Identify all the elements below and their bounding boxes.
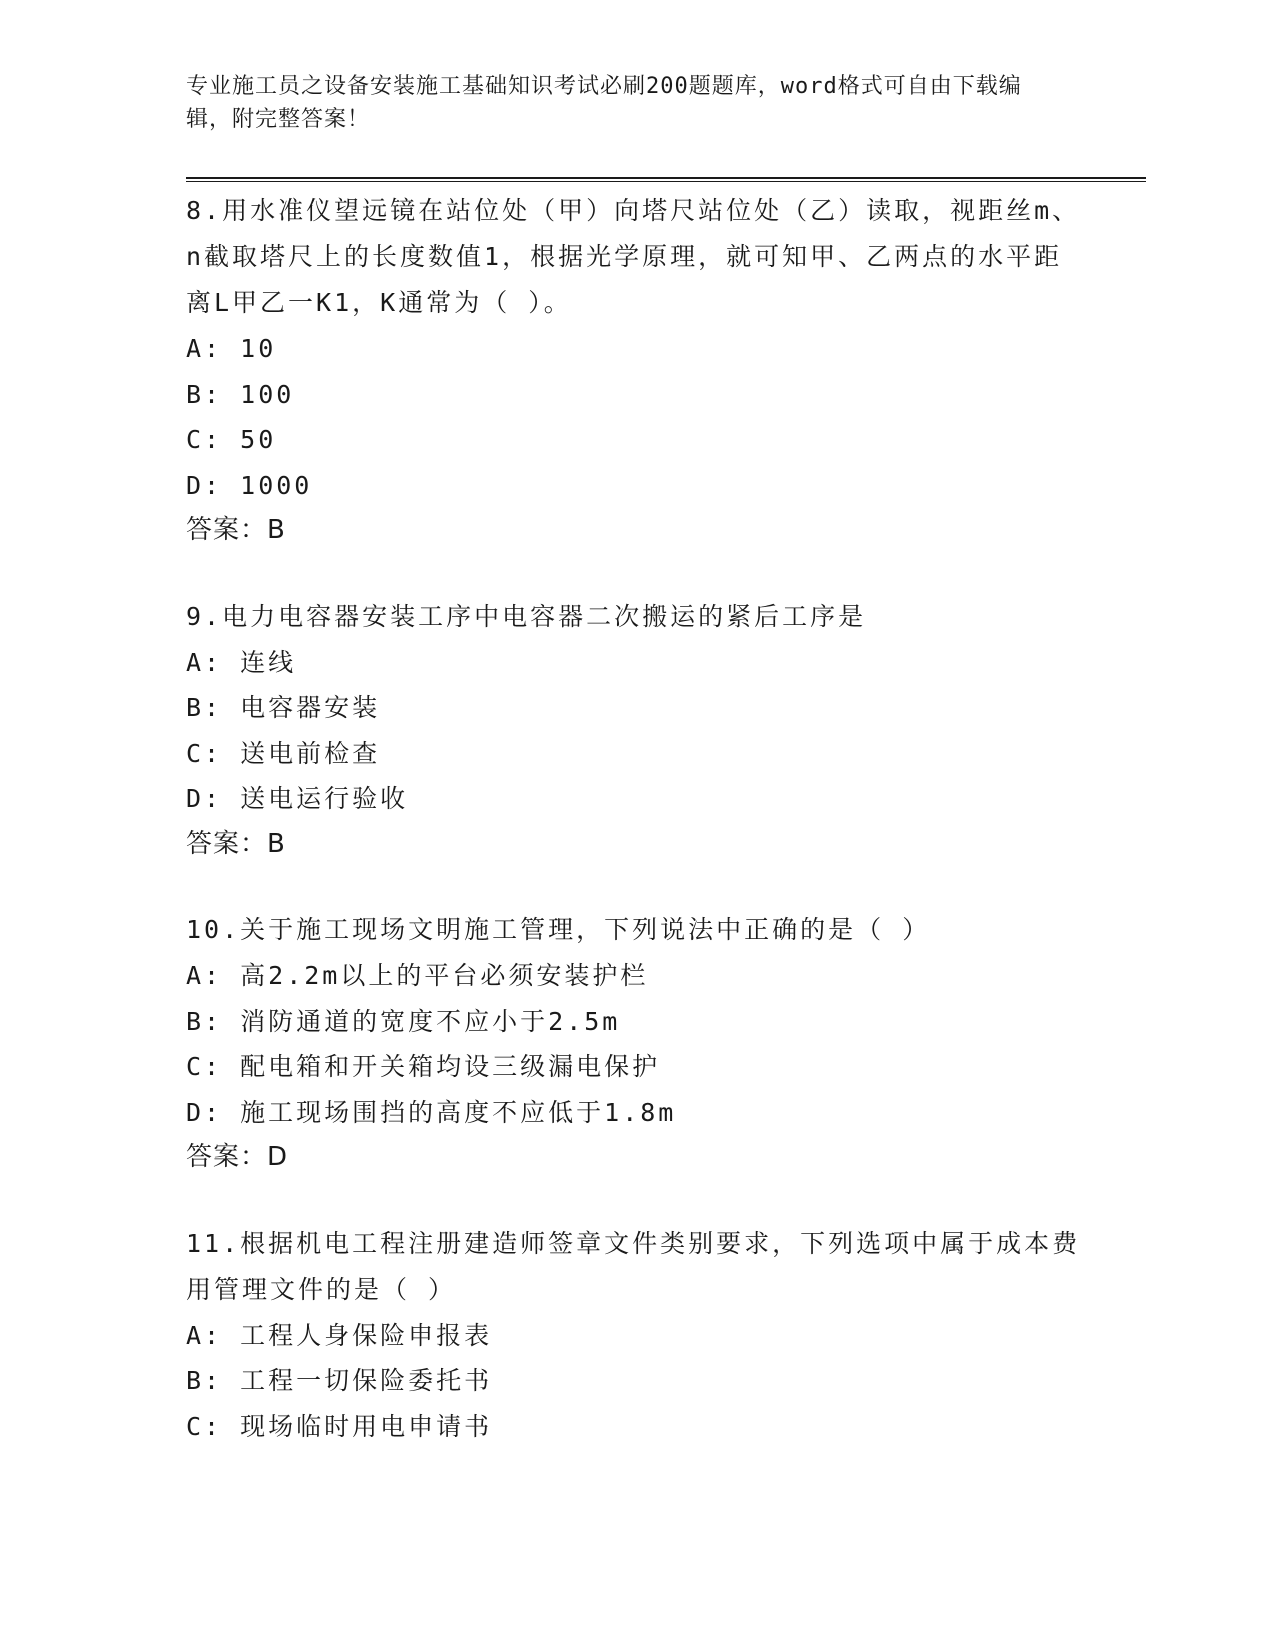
question-11 [186,1221,1086,1450]
answer-label: 答案：B [186,515,286,545]
question-stem: 11.根据机电工程注册建造师签章文件类别要求，下列选项中属于成本费用管理文件的是（ ） [186,1228,1081,1304]
question-stem: 10.关于施工现场文明施工管理，下列说法中正确的是（ ） [186,915,931,944]
answer-label: 答案：B [186,828,286,859]
option-c: C: 配电箱和开关箱均设三级漏电保护 [186,1052,661,1081]
option-d: D: 施工现场围挡的高度不应低于1.8m [186,1097,677,1127]
header-divider [186,177,1146,182]
option-b: B: 消防通道的宽度不应小于2.5m [186,1006,621,1036]
option-a: A: 连线 [186,647,297,677]
question-stem: 8.用水准仪望远镜在站位处（甲）向塔尺站位处（乙）读取，视距丝m、n截取塔尺上的长度数值1，根据光学原理，就可知甲、乙两点的水平距离L甲乙一K1，K通常为（ ）。 [186,196,1081,317]
option-a: A: 10 [186,334,277,363]
option-c: C: 50 [186,425,277,454]
option-c: C: 送电前检查 [186,738,381,768]
question-10 [186,907,1086,1181]
option-b: B: 电容器安装 [186,693,381,722]
option-c: C: 现场临时用电申请书 [186,1411,493,1441]
document-header: 专业施工员之设备安装施工基础知识考试必刷200题题库，word格式可自由下载编辑，附完整答案！ [186,74,1022,132]
option-a: A: 工程人身保险申报表 [186,1320,493,1350]
option-b: B: 工程一切保险委托书 [186,1366,493,1395]
question-list [186,188,1086,1489]
option-a: A: 高2.2m以上的平台必须安装护栏 [186,961,649,990]
option-d: D: 1000 [186,470,313,500]
option-d: D: 送电运行验收 [186,784,409,813]
question-9 [186,594,1086,868]
question-stem: 9.电力电容器安装工序中电容器二次搬运的紧后工序是 [186,601,867,631]
answer-label: 答案：D [186,1142,289,1172]
question-8 [186,188,1086,554]
document-page [186,0,1146,1650]
option-b: B: 100 [186,379,295,409]
